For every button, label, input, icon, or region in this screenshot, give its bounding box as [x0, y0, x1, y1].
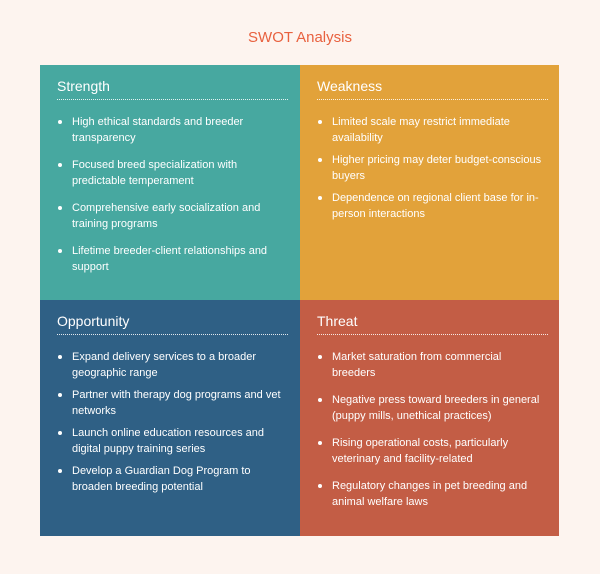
list-item	[317, 392, 547, 424]
list-item	[317, 435, 547, 467]
opportunity-quadrant	[40, 300, 300, 536]
bullet-icon	[318, 484, 322, 488]
bullet-icon	[58, 206, 62, 210]
list-item	[317, 349, 547, 381]
weakness-list	[317, 114, 547, 222]
threat-list	[317, 349, 547, 510]
threat-item-text: Regulatory changes in pet breeding and animal welfare laws	[332, 480, 528, 508]
threat-item-text: Market saturation from commercial breeders	[332, 351, 502, 379]
opportunity-item-text: Launch online education resources and digital puppy training series	[72, 427, 265, 455]
list-item	[57, 463, 288, 495]
diagram-title: SWOT Analysis	[248, 29, 352, 46]
weakness-item-text: Higher pricing may deter budget-conscious buyers	[332, 154, 542, 182]
weakness-item-text: Limited scale may restrict immediate availability	[332, 116, 510, 144]
threat-item-text: Negative press toward breeders in general (puppy mills, unethical practices)	[332, 394, 540, 422]
list-item	[57, 349, 288, 381]
bullet-icon	[58, 355, 62, 359]
bullet-icon	[58, 393, 62, 397]
list-item	[317, 114, 547, 146]
opportunity-list	[57, 349, 288, 495]
bullet-icon	[58, 120, 62, 124]
strength-item-text: Comprehensive early socialization and training programs	[72, 202, 261, 230]
bullet-icon	[318, 196, 322, 200]
bullet-icon	[318, 355, 322, 359]
opportunity-item-text: Develop a Guardian Dog Program to broaden breeding potential	[72, 465, 251, 493]
bullet-icon	[58, 469, 62, 473]
list-item	[57, 387, 288, 419]
bullet-icon	[318, 441, 322, 445]
list-item	[57, 200, 288, 232]
list-item	[57, 425, 288, 457]
weakness-title: Weakness	[317, 78, 548, 100]
list-item	[57, 243, 288, 275]
bullet-icon	[58, 249, 62, 253]
weakness-quadrant	[300, 65, 559, 300]
bullet-icon	[58, 431, 62, 435]
threat-item-text: Rising operational costs, particularly veterinary and facility-related	[332, 437, 509, 465]
swot-grid	[40, 65, 559, 536]
strength-list	[57, 114, 288, 275]
bullet-icon	[318, 398, 322, 402]
list-item	[317, 478, 547, 510]
weakness-item-text: Dependence on regional client base for in-person interactions	[332, 192, 539, 220]
threat-title: Threat	[317, 313, 548, 335]
opportunity-item-text: Expand delivery services to a broader geographic range	[72, 351, 257, 379]
strength-item-text: Focused breed specialization with predictable temperament	[72, 159, 238, 187]
strength-item-text: High ethical standards and breeder transparency	[72, 116, 244, 144]
opportunity-title: Opportunity	[57, 313, 288, 335]
list-item	[317, 190, 547, 222]
list-item	[57, 157, 288, 189]
opportunity-item-text: Partner with therapy dog programs and vet networks	[72, 389, 281, 417]
bullet-icon	[318, 158, 322, 162]
list-item	[317, 152, 547, 184]
list-item	[57, 114, 288, 146]
bullet-icon	[58, 163, 62, 167]
strength-quadrant	[40, 65, 300, 300]
threat-quadrant	[300, 300, 559, 536]
strength-title: Strength	[57, 78, 288, 100]
bullet-icon	[318, 120, 322, 124]
strength-item-text: Lifetime breeder-client relationships and support	[72, 245, 268, 273]
